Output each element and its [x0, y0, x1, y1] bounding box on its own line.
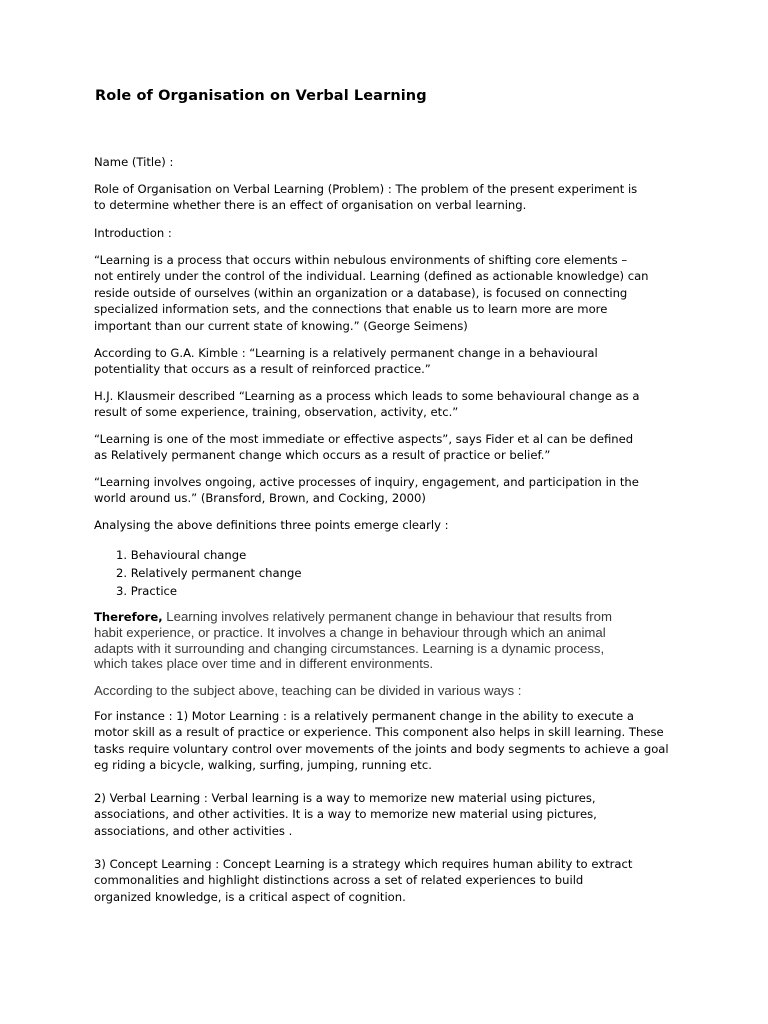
problem-paragraph: Role of Organisation on Verbal Learning (Problem) : The problem of the present experiment is to determine whether there is an effect of organisation on verbal learning.	[94, 182, 638, 213]
list-item: 1. Behavioural change	[116, 548, 247, 562]
introduction-label: Introduction :	[94, 226, 172, 240]
therefore-text: Learning involves relatively permanent change in behaviour that results from habit experience, or practice. It involves a change in behaviour through which an animal adapts with it surrounding and changing circumstances. Learning is a dynamic process, which takes place over time and in different environments.	[94, 609, 612, 672]
verbal-learning-paragraph: 2) Verbal Learning : Verbal learning is a way to memorize new material using pictures, associations, and other activities. It is a way to memorize new material using pictures, associations, and other activities .	[94, 791, 597, 838]
name-title-label: Name (Title) :	[94, 155, 174, 169]
analysing-paragraph: Analysing the above definitions three points emerge clearly :	[94, 518, 449, 532]
according-subject-paragraph: According to the subject above, teaching can be divided in various ways :	[94, 683, 522, 698]
concept-learning-paragraph: 3) Concept Learning : Concept Learning is a strategy which requires human ability to extract commonalities and highlight distinctions across a set of related experiences to build organized knowledge, is a critical aspect of cognition.	[94, 857, 633, 904]
list-item: 3. Practice	[116, 584, 178, 599]
klausmeir-paragraph: H.J. Klausmeir described “Learning as a process which leads to some behavioural change as a result of some experience, training, observation, activity, etc.”	[94, 389, 640, 420]
fider-paragraph: “Learning is one of the most immediate or effective aspects”, says Fider et al can be defined as Relatively permanent change which occurs as a result of practice or belief.”	[94, 432, 634, 463]
emerging-points-list	[116, 546, 301, 601]
document-title: Role of Organisation on Verbal Learning	[95, 88, 427, 104]
motor-learning-paragraph: For instance : 1) Motor Learning : is a relatively permanent change in the ability to execute a motor skill as a result of practice or experience. This component also helps in skill learning. These tasks require voluntary control over movements of the joints and body segments to achieve a goal eg riding a bicycle, walking, surfing, jumping, running etc.	[94, 709, 669, 773]
kimble-paragraph: According to G.A. Kimble : “Learning is a relatively permanent change in a behavioural potentiality that occurs as a result of reinforced practice.”	[94, 346, 598, 377]
therefore-paragraph	[94, 609, 714, 672]
therefore-lead: Therefore,	[94, 610, 163, 624]
bransford-paragraph: “Learning involves ongoing, active processes of inquiry, engagement, and participation in the world around us.” (Bransford, Brown, and Cocking, 2000)	[94, 475, 639, 506]
list-item: 2. Relatively permanent change	[116, 566, 302, 581]
siemens-quote-paragraph: “Learning is a process that occurs within nebulous environments of shifting core elements – not entirely under the control of the individual. Learning (defined as actionable knowledge) can reside outside of ourselves (within an organization or a database), is focused on connecting specialized information sets, and the connections that enable us to learn more are more important than our current state of knowing.” (George Seimens)	[94, 253, 649, 333]
